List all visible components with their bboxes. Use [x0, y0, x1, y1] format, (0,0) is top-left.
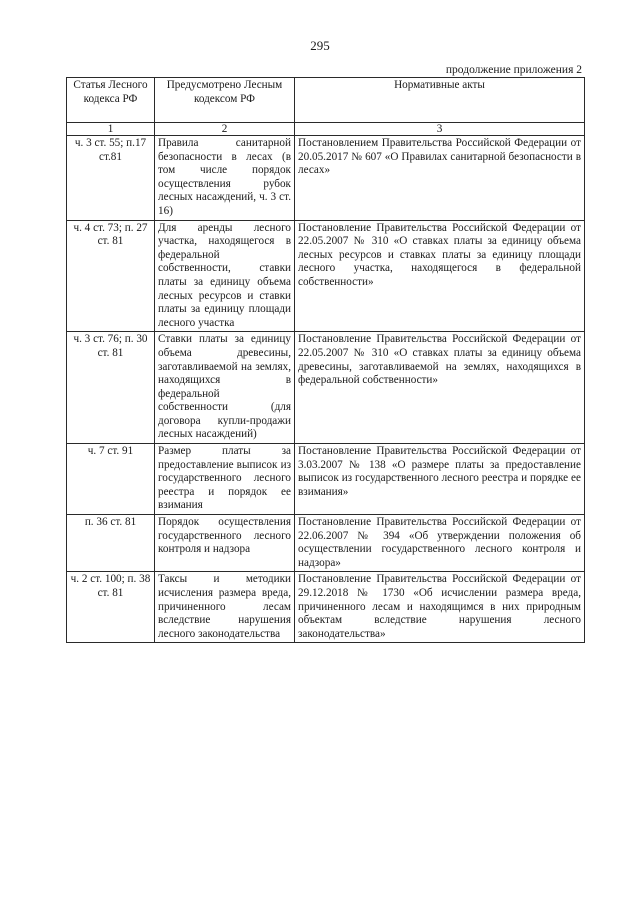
act-cell: Постановление Правительства Российской Федерации от 3.03.2007 № 138 «О размере платы за предоставление выписок из государственного лесного реестра и порядке ее взимания» — [295, 444, 585, 515]
column-number-2: 2 — [155, 123, 295, 136]
normative-acts-table — [66, 77, 585, 643]
provision-cell: Размер платы за предоставление выписок из государственного лесного реестра и порядок ее взимания — [155, 444, 295, 515]
act-cell: Постановление Правительства Российской Федерации от 22.05.2007 № 310 «О ставках платы за единицу объема лесных ресурсов и ставках платы за единицу площади лесного участка, находящегося в федеральной собственности» — [295, 220, 585, 332]
table-row — [67, 572, 585, 643]
header-article: Статья Лесного кодекса РФ — [67, 78, 155, 123]
provision-cell: Для аренды лесного участка, находящегося в федеральной собственности, ставки платы за единицу объема лесных ресурсов и ставки платы за единицу площади лесного участка — [155, 220, 295, 332]
continuation-note: продолжение приложения 2 — [445, 64, 582, 76]
table-row — [67, 515, 585, 572]
column-number-1: 1 — [67, 123, 155, 136]
article-cell: п. 36 ст. 81 — [67, 515, 155, 572]
provision-cell: Ставки платы за единицу объема древесины, заготавливаемой на землях, находящихся в федеральной собственности (для договора купли-продажи лесных насаждений) — [155, 332, 295, 444]
table-row — [67, 444, 585, 515]
act-cell: Постановление Правительства Российской Федерации от 22.05.2007 № 310 «О ставках платы за единицу объема древесины, заготавливаемой на землях, находящихся в федеральной собственности» — [295, 332, 585, 444]
table-row — [67, 332, 585, 444]
article-cell: ч. 2 ст. 100; п. 38 ст. 81 — [67, 572, 155, 643]
column-number-3: 3 — [295, 123, 585, 136]
table-header-row — [67, 78, 585, 123]
article-cell: ч. 3 ст. 76; п. 30 ст. 81 — [67, 332, 155, 444]
provision-cell: Порядок осуществления государственного лесного контроля и надзора — [155, 515, 295, 572]
page-number: 295 — [310, 38, 330, 53]
header-acts: Нормативные акты — [295, 78, 585, 123]
article-cell: ч. 4 ст. 73; п. 27 ст. 81 — [67, 220, 155, 332]
provision-cell: Правила санитарной безопасности в лесах (в том числе порядок осуществления рубок лесных насаждений, ч. 3 ст. 16) — [155, 136, 295, 221]
act-cell: Постановление Правительства Российской Федерации от 22.06.2007 № 394 «Об утверждении положения об осуществлении государственного лесного контроля и надзора» — [295, 515, 585, 572]
column-numbers-row — [67, 123, 585, 136]
article-cell: ч. 3 ст. 55; п.17 ст.81 — [67, 136, 155, 221]
provision-cell: Таксы и методики исчисления размера вреда, причиненного лесам вследствие нарушения лесного законодательства — [155, 572, 295, 643]
header-provision: Предусмотрено Лесным кодексом РФ — [155, 78, 295, 123]
table-row — [67, 220, 585, 332]
act-cell: Постановлением Правительства Российской Федерации от 20.05.2017 № 607 «О Правилах санитарной безопасности в лесах» — [295, 136, 585, 221]
article-cell: ч. 7 ст. 91 — [67, 444, 155, 515]
table-row — [67, 136, 585, 221]
act-cell: Постановление Правительства Российской Федерации от 29.12.2018 № 1730 «Об исчислении размера вреда, причиненного лесам и находящимся в них природным объектам вследствие нарушения лесного законодательства» — [295, 572, 585, 643]
